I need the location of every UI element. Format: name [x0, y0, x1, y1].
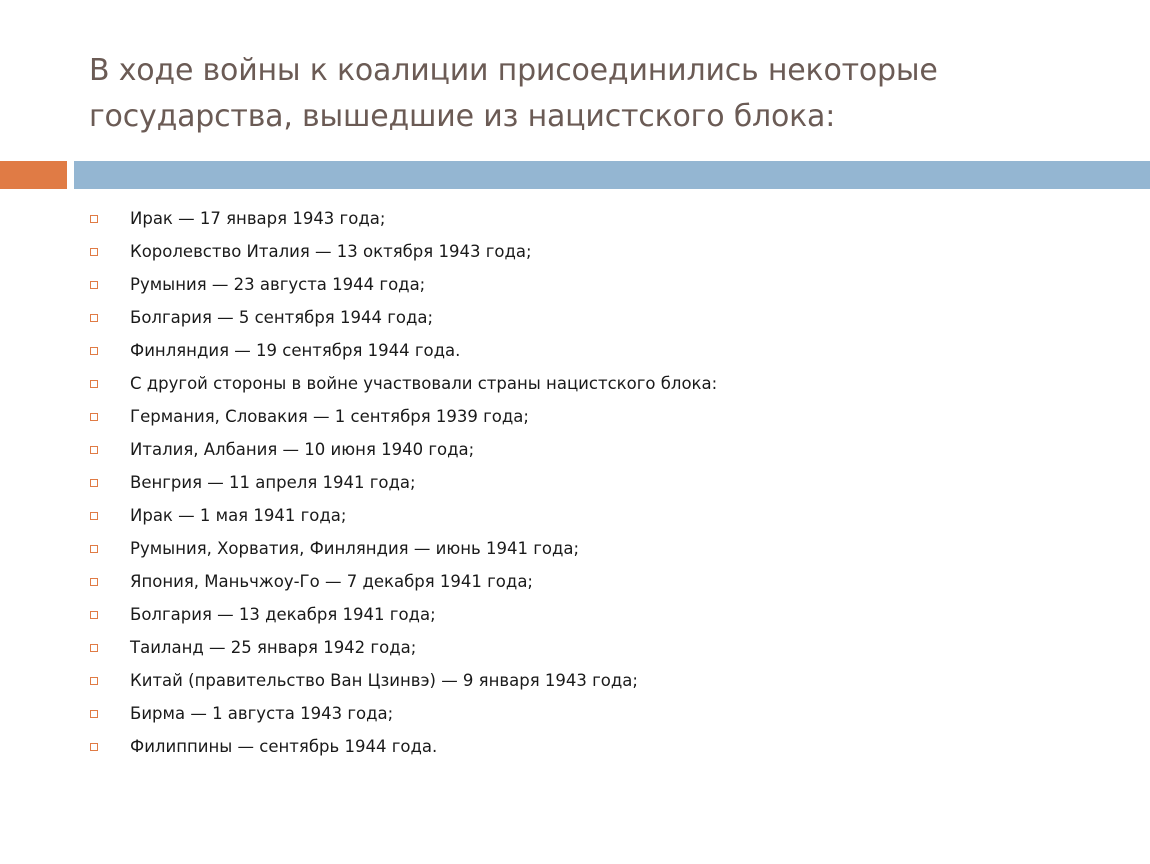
list-item	[90, 202, 717, 235]
list-item	[90, 631, 717, 664]
list-item	[90, 466, 717, 499]
accent-bar-blue	[74, 161, 1150, 189]
list-item	[90, 598, 717, 631]
square-bullet-icon	[90, 578, 98, 586]
list-item-text: Филиппины — сентябрь 1944 года.	[130, 737, 438, 756]
list-item	[90, 400, 717, 433]
square-bullet-icon	[90, 611, 98, 619]
list-item	[90, 334, 717, 367]
square-bullet-icon	[90, 644, 98, 652]
list-item-text: Румыния, Хорватия, Финляндия — июнь 1941 года;	[130, 539, 580, 558]
list-item-text: Болгария — 5 сентября 1944 года;	[130, 308, 434, 327]
list-item	[90, 268, 717, 301]
list-item-text: Бирма — 1 августа 1943 года;	[130, 704, 394, 723]
accent-bar-orange	[0, 161, 67, 189]
bullet-list	[90, 202, 717, 763]
list-item-text: Италия, Албания — 10 июня 1940 года;	[130, 440, 475, 459]
list-item-text: Ирак — 17 января 1943 года;	[130, 209, 386, 228]
list-item	[90, 433, 717, 466]
square-bullet-icon	[90, 545, 98, 553]
square-bullet-icon	[90, 479, 98, 487]
list-item-text: Румыния — 23 августа 1944 года;	[130, 275, 426, 294]
list-item-text: Япония, Маньчжоу-Го — 7 декабря 1941 года;	[130, 572, 533, 591]
list-item	[90, 301, 717, 334]
list-item-text: Ирак — 1 мая 1941 года;	[130, 506, 347, 525]
slide-title: В ходе войны к коалиции присоединились некоторые государства, вышедшие из нацистского блока:	[89, 53, 938, 134]
list-item	[90, 367, 717, 400]
square-bullet-icon	[90, 347, 98, 355]
square-bullet-icon	[90, 512, 98, 520]
list-item-text: Китай (правительство Ван Цзинвэ) — 9 января 1943 года;	[130, 671, 638, 690]
list-item-text: Королевство Италия — 13 октября 1943 года;	[130, 242, 532, 261]
square-bullet-icon	[90, 314, 98, 322]
square-bullet-icon	[90, 677, 98, 685]
list-item-text: Болгария — 13 декабря 1941 года;	[130, 605, 436, 624]
list-item	[90, 532, 717, 565]
square-bullet-icon	[90, 743, 98, 751]
list-item-text: Таиланд — 25 января 1942 года;	[130, 638, 417, 657]
square-bullet-icon	[90, 248, 98, 256]
list-item-text: Финляндия — 19 сентября 1944 года.	[130, 341, 461, 360]
square-bullet-icon	[90, 710, 98, 718]
square-bullet-icon	[90, 380, 98, 388]
list-item-text: С другой стороны в войне участвовали страны нацистского блока:	[130, 374, 718, 393]
square-bullet-icon	[90, 215, 98, 223]
list-item	[90, 730, 717, 763]
list-item	[90, 697, 717, 730]
list-item	[90, 499, 717, 532]
square-bullet-icon	[90, 446, 98, 454]
square-bullet-icon	[90, 413, 98, 421]
list-item	[90, 235, 717, 268]
list-item	[90, 565, 717, 598]
square-bullet-icon	[90, 281, 98, 289]
list-item-text: Германия, Словакия — 1 сентября 1939 года;	[130, 407, 529, 426]
list-item-text: Венгрия — 11 апреля 1941 года;	[130, 473, 416, 492]
list-item	[90, 664, 717, 697]
